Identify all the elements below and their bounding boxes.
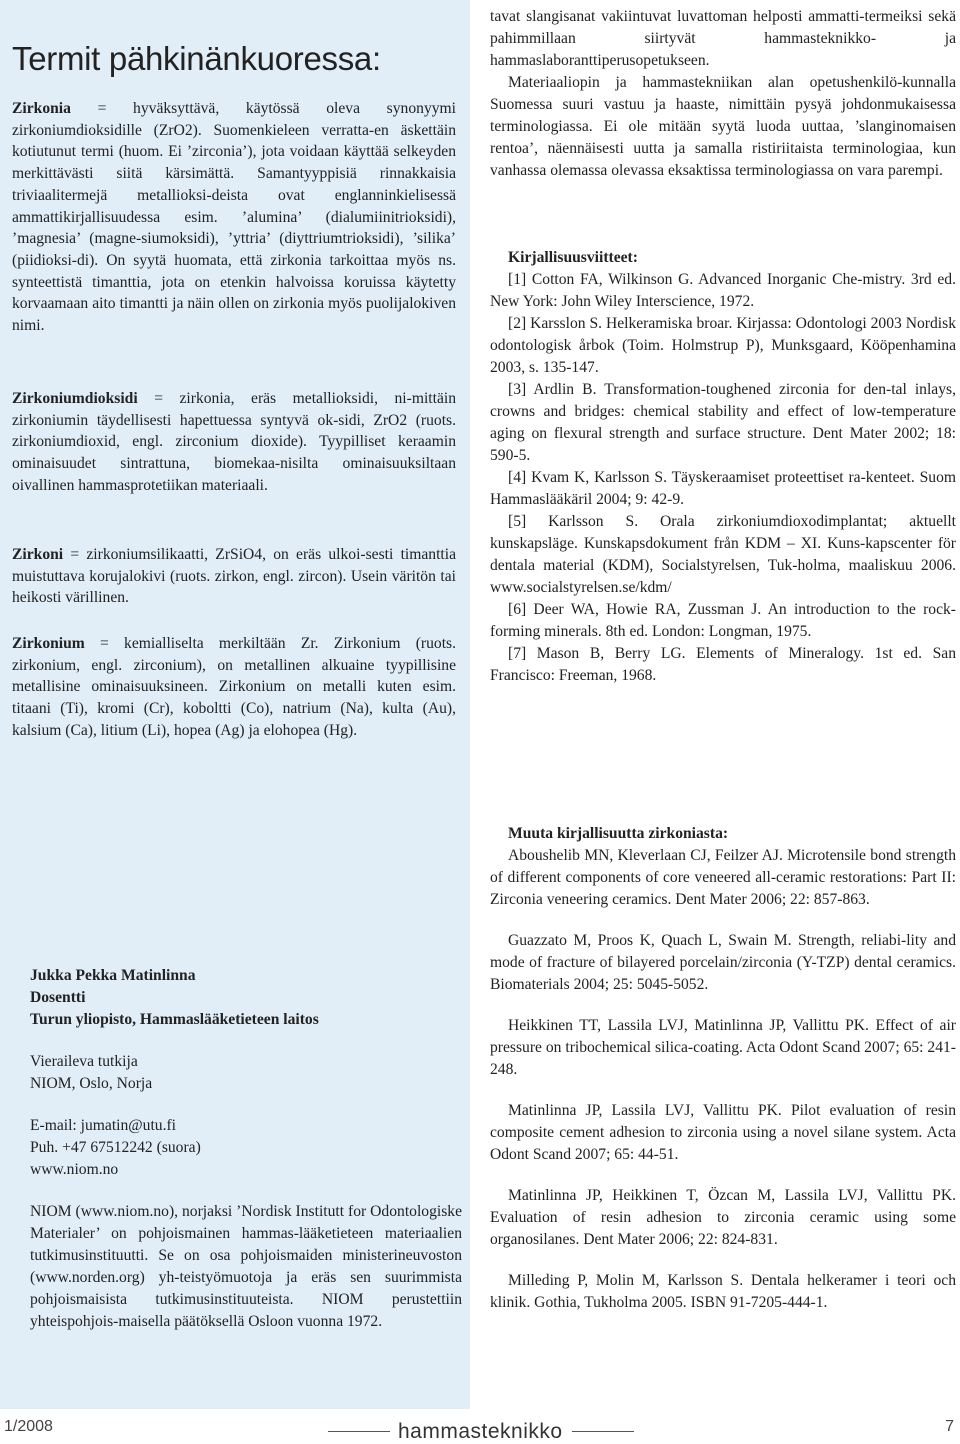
reference-item: [6] Deer WA, Howie RA, Zussman J. An introduction to the rock-forming minerals. 8th ed. London: Longman, 1975. <box>490 601 956 640</box>
issue-number: 1/2008 <box>4 1418 53 1435</box>
author-email: E-mail: jumatin@utu.fi <box>30 1117 177 1134</box>
further-reading-item: Matinlinna JP, Lassila LVJ, Vallittu PK. Pilot evaluation of resin composite cement adhesion to zirconia using a novel silane system. Acta Odont Scand 2007; 65: 44-51. <box>490 1102 956 1163</box>
entry-zirkoniumdioksidi <box>12 388 456 497</box>
reference-item: [4] Kvam K, Karlsson S. Täyskeraamiset proteettiset ra-kenteet. Suom Hammaslääkäril 2004; 9: 42-9. <box>490 469 956 508</box>
footer-rule-right <box>572 1431 634 1432</box>
reference-item: [3] Ardlin B. Transformation-toughened zirconia for den-tal inlays, crowns and bridges: chemical stability and effect of low-temperature aging on flexural strength and surface structure. Dent Mater 2002; 18: 590-5. <box>490 381 956 464</box>
reference-item: [5] Karlsson S. Orala zirkoniumdioxodimplantat; aktuellt kunskapsläge. Kunskapsdokument från KDM – XI. Kuns-kapscenter för dentala material (KDM), Socialstyrelsen, Tuk-holma, maaliskuu 2006. www.socialstyrelsen.se/kdm/ <box>490 513 956 596</box>
reference-item: [1] Cotton FA, Wilkinson G. Advanced Inorganic Che-mistry. 3rd ed. New York: John Wiley Interscience, 1972. <box>490 271 956 310</box>
further-reading-item: Heikkinen TT, Lassila LVJ, Matinlinna JP, Vallittu PK. Effect of air pressure on tribochemical silica-coating. Acta Odont Scand 2007; 65: 241-248. <box>490 1017 956 1078</box>
term-zirkonia: Zirkonia <box>12 100 71 117</box>
references-heading: Kirjallisuusviitteet: <box>508 249 638 266</box>
further-reading-item: Matinlinna JP, Heikkinen T, Özcan M, Lassila LVJ, Vallittu PK. Evaluation of resin adhesion to zirconia ceramic using some organosilanes. Dent Mater 2006; 22: 824-831. <box>490 1187 956 1248</box>
entry-zirkonium-text: = kemialliselta merkiltään Zr. Zirkonium (ruots. zirkonium, engl. zirconium), on metallinen alkuaine tyypillisine metallisine ominaisuuksineen. Zirkonium on metalli kuten esim. titaani (Ti), kromi (Cr), koboltti (Co), natrium (Na), kulta (Au), kalsium (Ca), litium (Li), hopea (Ag) ja elohopea (Hg). <box>12 635 456 739</box>
author-web: www.niom.no <box>30 1161 119 1178</box>
author-affiliation: Turun yliopisto, Hammaslääketieteen laitos <box>30 1011 319 1028</box>
further-reading-heading: Muuta kirjallisuutta zirkoniasta: <box>508 825 729 842</box>
term-zirkoniumdioksidi: Zirkoniumdioksidi <box>12 390 138 407</box>
page-footer <box>0 1412 960 1442</box>
niom-description: NIOM (www.niom.no), norjaksi ’Nordisk Institutt for Odontologiske Materialer’ on pohjoismainen hammas-lääketieteen materiaalien tutkimusinstituutti. Se on osa pohjoismaiden ministerineuvoston (www.norden.org) yh-teistyömuotoja ja eräs sen suurimmista pohjoismaisista tutkimusinstituuteista. NIOM perustettiin yhteispohjois-maisella päätöksellä Osloon vuonna 1972. <box>30 1203 462 1330</box>
footer-rule-left <box>328 1431 390 1432</box>
author-phone: Puh. +47 67512242 (suora) <box>30 1139 201 1156</box>
entry-zirkoni-text: = zirkoniumsilikaatti, ZrSiO4, on eräs ulkoi-sesti timanttia muistuttava korujalokivi (ruots. zirkon, engl. zircon). Usein väritön tai heikosti värillinen. <box>12 546 456 607</box>
intro-paragraph-2: Materiaaliopin ja hammastekniikan alan opetushenkilö-kunnalla Suomessa suuri vastuu ja haaste, nimittäin pysyä johdonmukaisessa terminologiassa. Ei ole mitään syytä luoda uuttaa, ’slanginomaisen rentoa’, näennäisesti uutta ja samalla ristiriitaista terminologiaa, kun vanhassa olemassa olevassa eksaktissa terminologiassa on vara parempi. <box>490 74 956 179</box>
term-zirkonium: Zirkonium <box>12 635 85 652</box>
author-title: Dosentti <box>30 989 86 1006</box>
entry-zirkoniumdioksidi-text: = zirkonia, eräs metallioksidi, ni-mittäin zirkoniumin täydellisesti hapettuessa syntyvä ok-sidi, ZrO2 (ruots. zirkoniumdioxid, engl. zirconium dioxide). Tyypilliset keraamin ominaisuudet sintrattuna, biomekaa-nisilta ominaisuuksiltaan oivallinen hammasprotetiikan materiaali. <box>12 390 456 494</box>
author-name: Jukka Pekka Matinlinna <box>30 967 196 984</box>
right-column-top <box>490 6 956 182</box>
references-section <box>490 247 956 687</box>
further-reading-item: Aboushelib MN, Kleverlaan CJ, Feilzer AJ. Microtensile bond strength of different components of core veneered all-ceramic restorations: Part II: Zirconia veneering ceramics. Dent Mater 2006; 22: 857-863. <box>490 847 956 908</box>
intro-paragraph-1: tavat slangisanat vakiintuvat luvattoman helposti ammatti-termeiksi sekä pahimmillaan siirtyvät hammasteknikko- ja hammaslaboranttiperusopetukseen. <box>490 8 956 69</box>
entry-zirkonium <box>12 633 456 742</box>
reference-item: [2] Karsslon S. Helkeramiska broar. Kirjassa: Odontologi 2003 Nordisk odontologisk årbok (Toim. Holmstrup P), Munksgaard, Kööpenhamina 2003, s. 135-147. <box>490 315 956 376</box>
author-visiting-place: NIOM, Oslo, Norja <box>30 1075 153 1092</box>
further-reading-section <box>490 823 956 1314</box>
entry-zirkoni <box>12 544 456 609</box>
further-reading-item: Guazzato M, Proos K, Quach L, Swain M. Strength, reliabi-lity and mode of fracture of bilayered porcelain/zirconia (Y-TZP) dental ceramics. Biomaterials 2004; 25: 5045-5052. <box>490 932 956 993</box>
further-reading-item: Milleding P, Molin M, Karlsson S. Dentala helkeramer i teori och klinik. Gothia, Tukholma 2005. ISBN 91-7205-444-1. <box>490 1272 956 1311</box>
author-box <box>30 965 462 1333</box>
author-visiting: Vieraileva tutkija <box>30 1053 138 1070</box>
term-zirkoni: Zirkoni <box>12 546 64 563</box>
entry-zirkonia <box>12 98 456 337</box>
magazine-brand: hammasteknikko <box>398 1420 563 1443</box>
entry-zirkonia-text: = hyväksyttävä, käytössä oleva synonyymi zirkoniumdioksidille (ZrO2). Suomenkieleen verratta-en äskettäin kotiutunut termi (huom. Ei ’zirconia’), jota voidaan käyttää selkeyden merkittävästi siitä kärsimättä. Samantyyppisiä rinnakkaisia triviaalitermejä metallioksi-deista ovat englanninkielisessä ammattikirjallisuudessa esim. ’alumina’ (dialumiinitrioksidi), ’magnesia’ (magne-siumoksidi), ’yttria’ (diyttriumtrioksidi), ’silika’ (piidioksi-di). On syytä huomata, että zirkonia tarkoittaa myös ns. synteettistä timanttia, jota on etenkin halvoissa koruissa käytetty korvaamaan aito timantti ja näin ollen on zirkonia myös puolijalokiven nimi. <box>12 100 456 335</box>
glossary-sidebar <box>0 0 470 1409</box>
reference-item: [7] Mason B, Berry LG. Elements of Mineralogy. 1st ed. San Francisco: Freeman, 1968. <box>490 645 956 684</box>
sidebar-title: Termit pähkinänkuoressa: <box>12 40 381 77</box>
page-number: 7 <box>945 1418 954 1435</box>
